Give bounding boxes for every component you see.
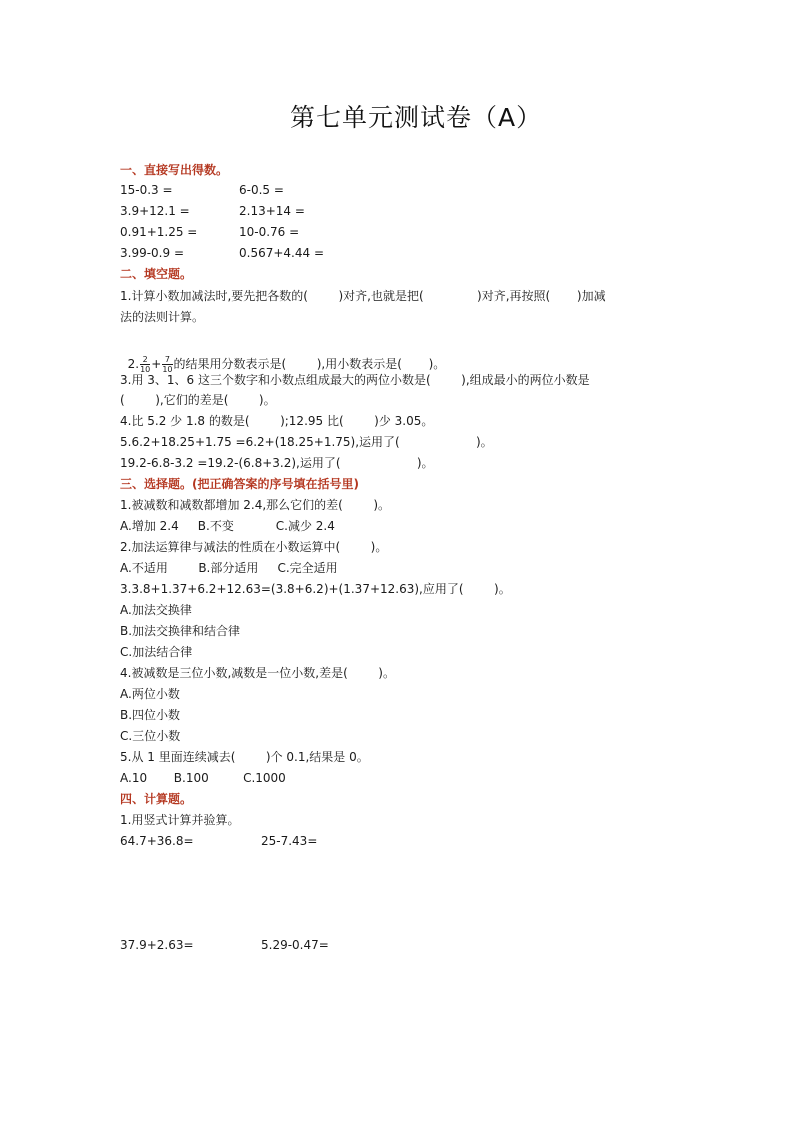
question-2-3: 3.用 3、1、6 这三个数字和小数点组成最大的两位小数是( ),组成最小的两位小数是 xyxy=(120,373,590,387)
section-header-3: 三、选择题。(把正确答案的序号填在括号里) xyxy=(120,477,359,491)
q2-operator: + xyxy=(151,357,162,371)
calc-item: 37.9+2.63= xyxy=(120,938,194,952)
q2-prefix: 2. xyxy=(127,357,140,371)
question-2-5: 5.6.2+18.25+1.75 =6.2+(18.25+1.75),运用了( )。 xyxy=(120,435,493,449)
calc-item: 0.91+1.25 = xyxy=(120,225,198,239)
calc-item: 3.9+12.1 = xyxy=(120,204,190,218)
page-title: 第七单元测试卷（A） xyxy=(290,103,543,132)
choice-line: B.四位小数 xyxy=(120,708,181,722)
choice-line: A.不适用 B.部分适用 C.完全适用 xyxy=(120,561,338,575)
choice-line: 3.3.8+1.37+6.2+12.63=(3.8+6.2)+(1.37+12.63),应用了( )。 xyxy=(120,582,511,596)
question-2-4: 4.比 5.2 少 1.8 的数是( );12.95 比( )少 3.05。 xyxy=(120,414,434,428)
question-2-6: 19.2-6.8-3.2 =19.2-(6.8+3.2),运用了( )。 xyxy=(120,456,434,470)
choice-line: C.三位小数 xyxy=(120,729,181,743)
question-2-1: 1.计算小数加减法时,要先把各数的( )对齐,也就是把( )对齐,再按照( )加减 xyxy=(120,289,606,303)
choice-line: A.加法交换律 xyxy=(120,603,192,617)
calc-item: 0.567+4.44 = xyxy=(239,246,324,260)
calc-item: 5.29-0.47= xyxy=(261,938,329,952)
calc-item: 6-0.5 = xyxy=(239,183,284,197)
choice-line: B.加法交换律和结合律 xyxy=(120,624,241,638)
choice-line: A.增加 2.4 B.不变 C.减少 2.4 xyxy=(120,519,335,533)
fraction-2-denominator: 10 xyxy=(162,365,173,374)
section-header-2: 二、填空题。 xyxy=(120,267,193,281)
calc-item: 2.13+14 = xyxy=(239,204,305,218)
calc-item: 15-0.3 = xyxy=(120,183,173,197)
calc-item: 3.99-0.9 = xyxy=(120,246,185,260)
choice-line: C.加法结合律 xyxy=(120,645,193,659)
calc-item: 64.7+36.8= xyxy=(120,834,194,848)
calc-item: 25-7.43= xyxy=(261,834,318,848)
question-4-1: 1.用竖式计算并验算。 xyxy=(120,813,240,827)
choice-line: 4.被减数是三位小数,减数是一位小数,差是( )。 xyxy=(120,666,395,680)
fraction-1-denominator: 10 xyxy=(140,365,151,374)
fraction-1-numerator: 2 xyxy=(140,355,150,365)
choice-line: A.两位小数 xyxy=(120,687,180,701)
choice-line: 1.被减数和减数都增加 2.4,那么它们的差( )。 xyxy=(120,498,391,512)
choice-line: 5.从 1 里面连续减去( )个 0.1,结果是 0。 xyxy=(120,750,369,764)
fraction-2-numerator: 7 xyxy=(162,355,172,365)
section-header-4: 四、计算题。 xyxy=(120,792,193,806)
question-2-3-cont: ( ),它们的差是( )。 xyxy=(120,393,276,407)
choice-line: A.10 B.100 C.1000 xyxy=(120,771,286,785)
section-header-1: 一、直接写出得数。 xyxy=(120,163,229,177)
calc-item: 10-0.76 = xyxy=(239,225,300,239)
q2-suffix: 的结果用分数表示是( ),用小数表示是( )。 xyxy=(173,357,446,371)
question-2-2 xyxy=(120,339,445,374)
question-2-1-cont: 法的法则计算。 xyxy=(120,310,205,324)
choice-line: 2.加法运算律与减法的性质在小数运算中( )。 xyxy=(120,540,388,554)
